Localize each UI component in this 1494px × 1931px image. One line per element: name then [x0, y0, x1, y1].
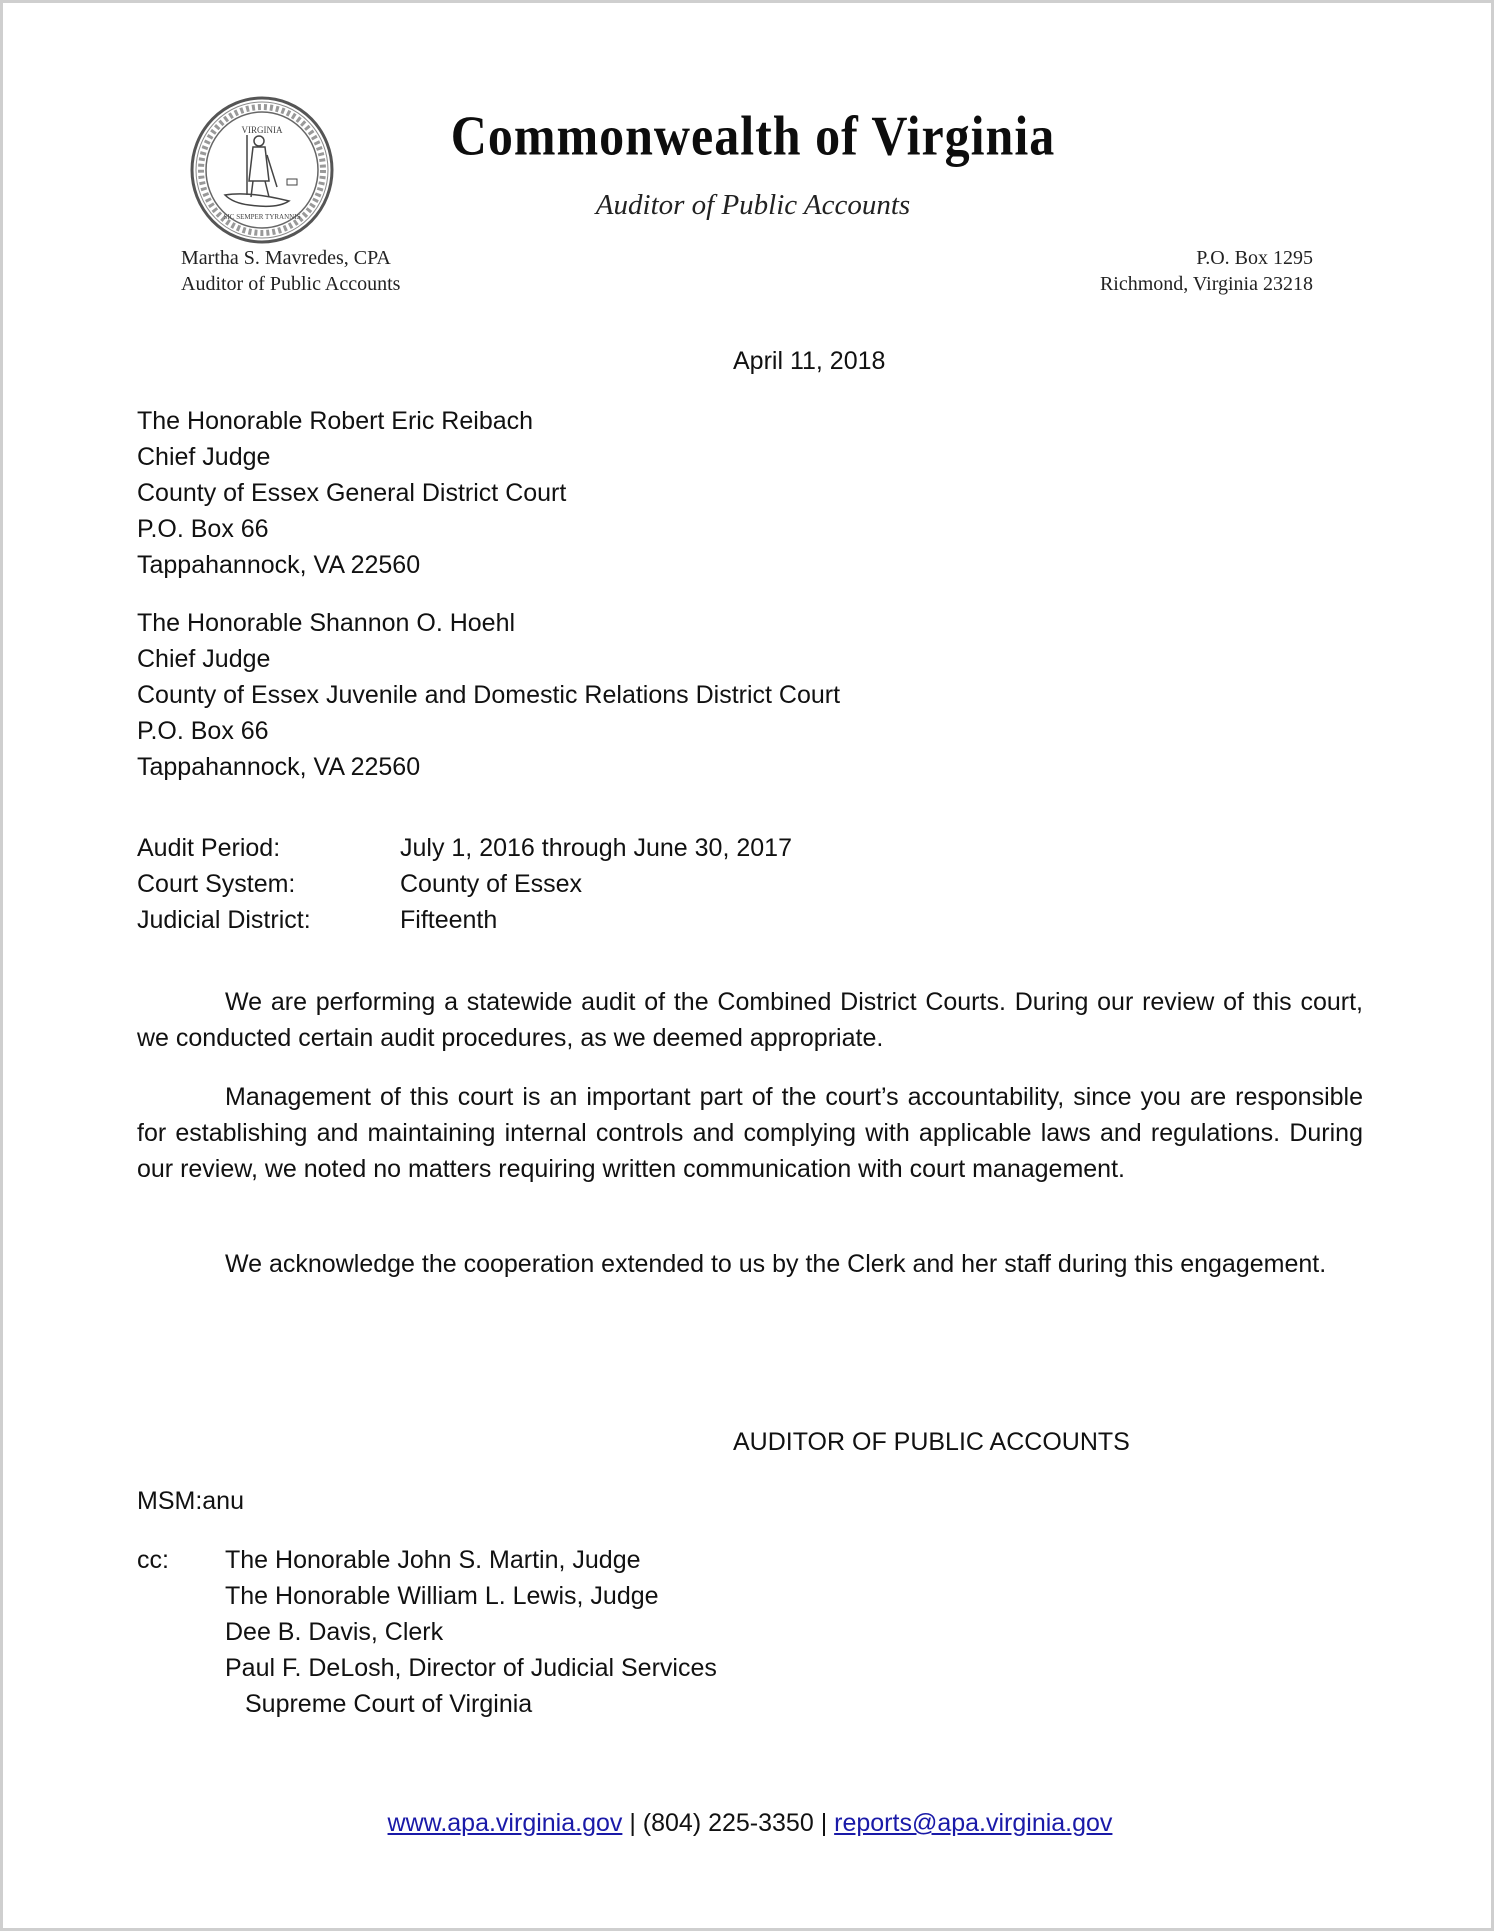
svg-text:SIC SEMPER TYRANNIS: SIC SEMPER TYRANNIS	[223, 213, 301, 221]
body-paragraph-3: We acknowledge the cooperation extended to us by the Clerk and her staff during this engagement.	[225, 1250, 1327, 1278]
website-link[interactable]: www.apa.virginia.gov	[387, 1809, 623, 1837]
letterhead-address-block	[1100, 245, 1313, 297]
addressee-po-box: P.O. Box 66	[137, 717, 269, 745]
addressee-block-1	[137, 403, 566, 583]
cc-recipient: Dee B. Davis, Clerk	[225, 1618, 444, 1646]
addressee-court: County of Essex Juvenile and Domestic Relations District Court	[137, 681, 841, 709]
email-link[interactable]: reports@apa.virginia.gov	[834, 1809, 1113, 1837]
footer-separator: |	[622, 1809, 643, 1837]
virginia-state-seal-icon	[189, 95, 335, 245]
auditor-title: Auditor of Public Accounts	[181, 273, 401, 295]
judicial-district-row	[137, 902, 792, 938]
cc-list	[225, 1542, 717, 1722]
cc-label: cc:	[137, 1546, 169, 1574]
body-paragraph-1: We are performing a statewide audit of the Combined District Courts. During our review of this court, we conducted certain audit procedures, as we deemed appropriate.	[137, 988, 1363, 1052]
info-label: Court System:	[137, 870, 296, 898]
info-label: Judicial District:	[137, 906, 311, 934]
addressee-title: Chief Judge	[137, 645, 271, 673]
letterhead-auditor-block	[181, 245, 400, 297]
svg-text:VIRGINIA: VIRGINIA	[241, 125, 283, 135]
footer-separator: |	[813, 1809, 835, 1837]
auditor-name: Martha S. Mavredes, CPA	[181, 247, 391, 269]
addressee-title: Chief Judge	[137, 443, 271, 471]
audit-period-row	[137, 830, 792, 866]
audit-info-block	[137, 830, 792, 938]
addressee-name: The Honorable Shannon O. Hoehl	[137, 609, 516, 637]
cc-recipient: The Honorable William L. Lewis, Judge	[225, 1582, 659, 1610]
info-value: July 1, 2016 through June 30, 2017	[400, 834, 792, 862]
info-value: County of Essex	[400, 870, 583, 898]
cc-block	[137, 1542, 717, 1722]
addressee-city: Tappahannock, VA 22560	[137, 753, 421, 781]
letter-date: April 11, 2018	[733, 347, 886, 375]
phone-number: (804) 225-3350	[642, 1809, 814, 1837]
reference-initials: MSM:anu	[137, 1487, 244, 1515]
addressee-po-box: P.O. Box 66	[137, 515, 269, 543]
cc-recipient: The Honorable John S. Martin, Judge	[225, 1546, 641, 1574]
info-value: Fifteenth	[400, 906, 498, 934]
addressee-court: County of Essex General District Court	[137, 479, 567, 507]
letterhead-subtitle: Auditor of Public Accounts	[595, 189, 911, 221]
city-state-zip: Richmond, Virginia 23218	[1099, 273, 1313, 295]
addressee-block-2	[137, 605, 840, 785]
signoff: AUDITOR OF PUBLIC ACCOUNTS	[733, 1428, 1130, 1456]
letterhead-title: Commonwealth of Virginia	[450, 104, 1056, 167]
addressee-name: The Honorable Robert Eric Reibach	[137, 407, 534, 435]
court-system-row	[137, 866, 792, 902]
cc-recipient: Paul F. DeLosh, Director of Judicial Services	[225, 1654, 717, 1682]
po-box: P.O. Box 1295	[1196, 247, 1313, 269]
body-paragraph-2: Management of this court is an important part of the court’s accountability, since you are responsible for establishing and maintaining internal controls and complying with applicable laws and regulations. During our review, we noted no matters requiring written communication with court management.	[137, 1083, 1363, 1183]
addressee-city: Tappahannock, VA 22560	[137, 551, 421, 579]
cc-recipient-affiliation: Supreme Court of Virginia	[245, 1690, 533, 1718]
footer-contact	[3, 1809, 1494, 1838]
info-label: Audit Period:	[137, 834, 281, 862]
